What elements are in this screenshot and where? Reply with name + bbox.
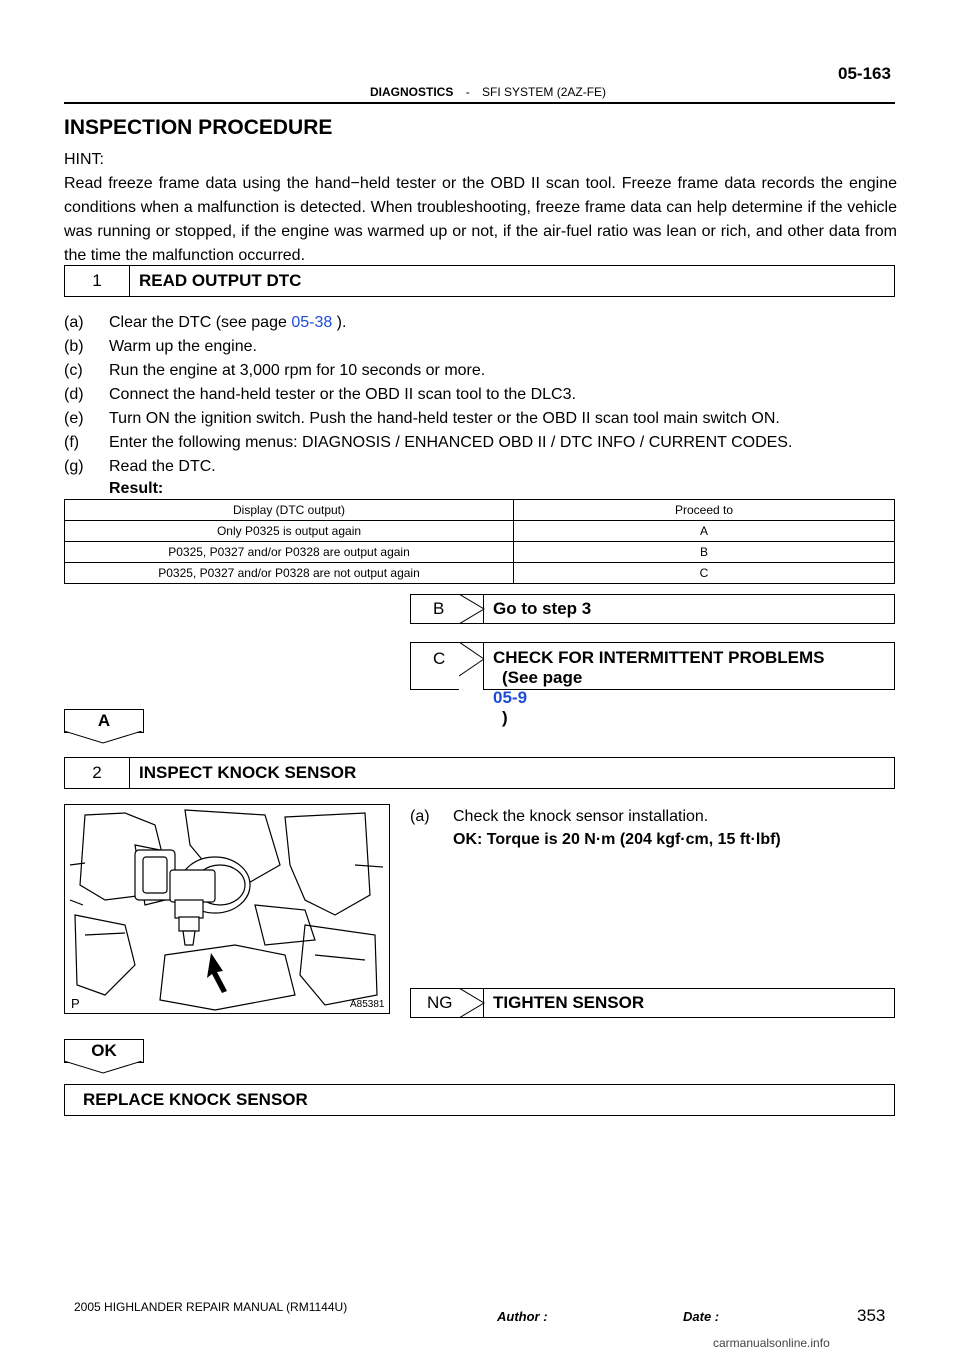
figure-code: A85381 <box>350 999 385 1010</box>
step-2-number: 2 <box>65 758 130 788</box>
header-rule <box>64 102 895 104</box>
branch-c-line1: CHECK FOR INTERMITTENT PROBLEMS <box>493 648 825 667</box>
step-1-number: 1 <box>65 266 130 296</box>
engine-illustration <box>65 805 389 1013</box>
manual-footer: 2005 HIGHLANDER REPAIR MANUAL (RM1144U) <box>74 1300 348 1314</box>
pointer-arrow-icon <box>207 953 227 993</box>
page-number: 353 <box>857 1306 886 1325</box>
down-chevron-icon <box>64 1061 144 1075</box>
table-row <box>65 542 895 563</box>
branch-b-text: Go to step 3 <box>493 599 592 618</box>
watermark: carmanualsonline.info <box>713 1336 830 1350</box>
result-label: Result: <box>109 480 164 497</box>
table-cell: Only P0325 is output again <box>65 521 514 542</box>
branch-ng-tab: NG <box>410 988 484 1018</box>
knock-sensor-figure <box>64 804 390 1014</box>
table-header-row <box>65 500 895 521</box>
page-link-05-9[interactable]: 05-9 <box>493 688 528 707</box>
branch-c-tab: C <box>410 642 484 690</box>
hint-text: Read freeze frame data using the hand−held tester or the OBD II scan tool. Freeze frame data records the engine conditions when a malfunction is detected. When troubleshooting, freeze frame data can help determine if the vehicle was running or stopped, if the engine was warmed up or not, if the air-fuel ratio was lean or rich, and other data from the time the malfunction occurred. <box>64 175 897 264</box>
table-header: Proceed to <box>514 500 895 521</box>
author-label: Author : <box>497 1309 548 1324</box>
step-2-title: INSPECT KNOCK SENSOR <box>139 763 357 782</box>
result-a-pill: A <box>64 709 144 733</box>
step-1-title: READ OUTPUT DTC <box>139 271 302 290</box>
table-cell: P0325, P0327 and/or P0328 are not output again <box>65 563 514 584</box>
down-chevron-icon <box>64 731 144 745</box>
step-2-item-label: (a) <box>410 808 430 825</box>
table-cell: A <box>514 521 895 542</box>
section-dash: - <box>465 85 470 99</box>
table-cell: C <box>514 563 895 584</box>
page-link-05-38[interactable]: 05-38 <box>291 314 333 331</box>
section-name: DIAGNOSTICS <box>370 85 454 99</box>
hint-block <box>64 148 897 268</box>
table-cell: B <box>514 542 895 563</box>
final-step-title: REPLACE KNOCK SENSOR <box>83 1090 308 1109</box>
section-header <box>370 85 606 99</box>
step-1-bar <box>64 265 895 297</box>
branch-ng-arrow-icon <box>459 988 485 1018</box>
ok-spec: OK: Torque is 20 N·m (204 kgf·cm, 15 ft·lbf) <box>453 831 781 848</box>
step-1-items: (a) Clear the DTC (see page 05-38 ). (b) Warm up the engine. (c) Run the engine at 3,000 rpm for 10 seconds or more. (d) Connect the hand-held tester or the OBD II scan tool to the DLC3. (e) Turn ON the ignition switch. Push the hand-held tester or the OBD II scan tool main switch ON. (f) Enter the following menus: DIAGNOSIS / ENHANCED OBD II / DTC INFO / CURRENT CODES. (g) Read the DTC. Result: <box>0 311 960 501</box>
table-cell: P0325, P0327 and/or P0328 are output again <box>65 542 514 563</box>
branch-c-arrow-icon <box>459 642 485 690</box>
branch-ng-box[interactable] <box>483 988 895 1018</box>
branch-b-tab: B <box>410 594 484 624</box>
branch-c-box[interactable] <box>483 642 895 727</box>
table-row <box>65 563 895 584</box>
table-header: Display (DTC output) <box>65 500 514 521</box>
hint-label: HINT: <box>64 151 104 168</box>
branch-b-box[interactable] <box>483 594 895 624</box>
final-step-bar <box>64 1084 895 1116</box>
table-row <box>65 521 895 542</box>
page-title: INSPECTION PROCEDURE <box>64 116 333 139</box>
step-2-item-text: Check the knock sensor installation. <box>453 808 709 825</box>
result-ok-pill: OK <box>64 1039 144 1063</box>
branch-c-line2: (See page 05-9 ) <box>493 668 583 727</box>
branch-ng-text: TIGHTEN SENSOR <box>493 993 645 1012</box>
subsection-name: SFI SYSTEM (2AZ-FE) <box>482 85 607 99</box>
figure-mark: P <box>71 996 80 1011</box>
page-code: 05-163 <box>838 64 891 83</box>
date-label: Date : <box>683 1309 720 1324</box>
step-2-bar <box>64 757 895 789</box>
branch-b-arrow-icon <box>459 594 485 624</box>
result-table <box>64 499 895 584</box>
